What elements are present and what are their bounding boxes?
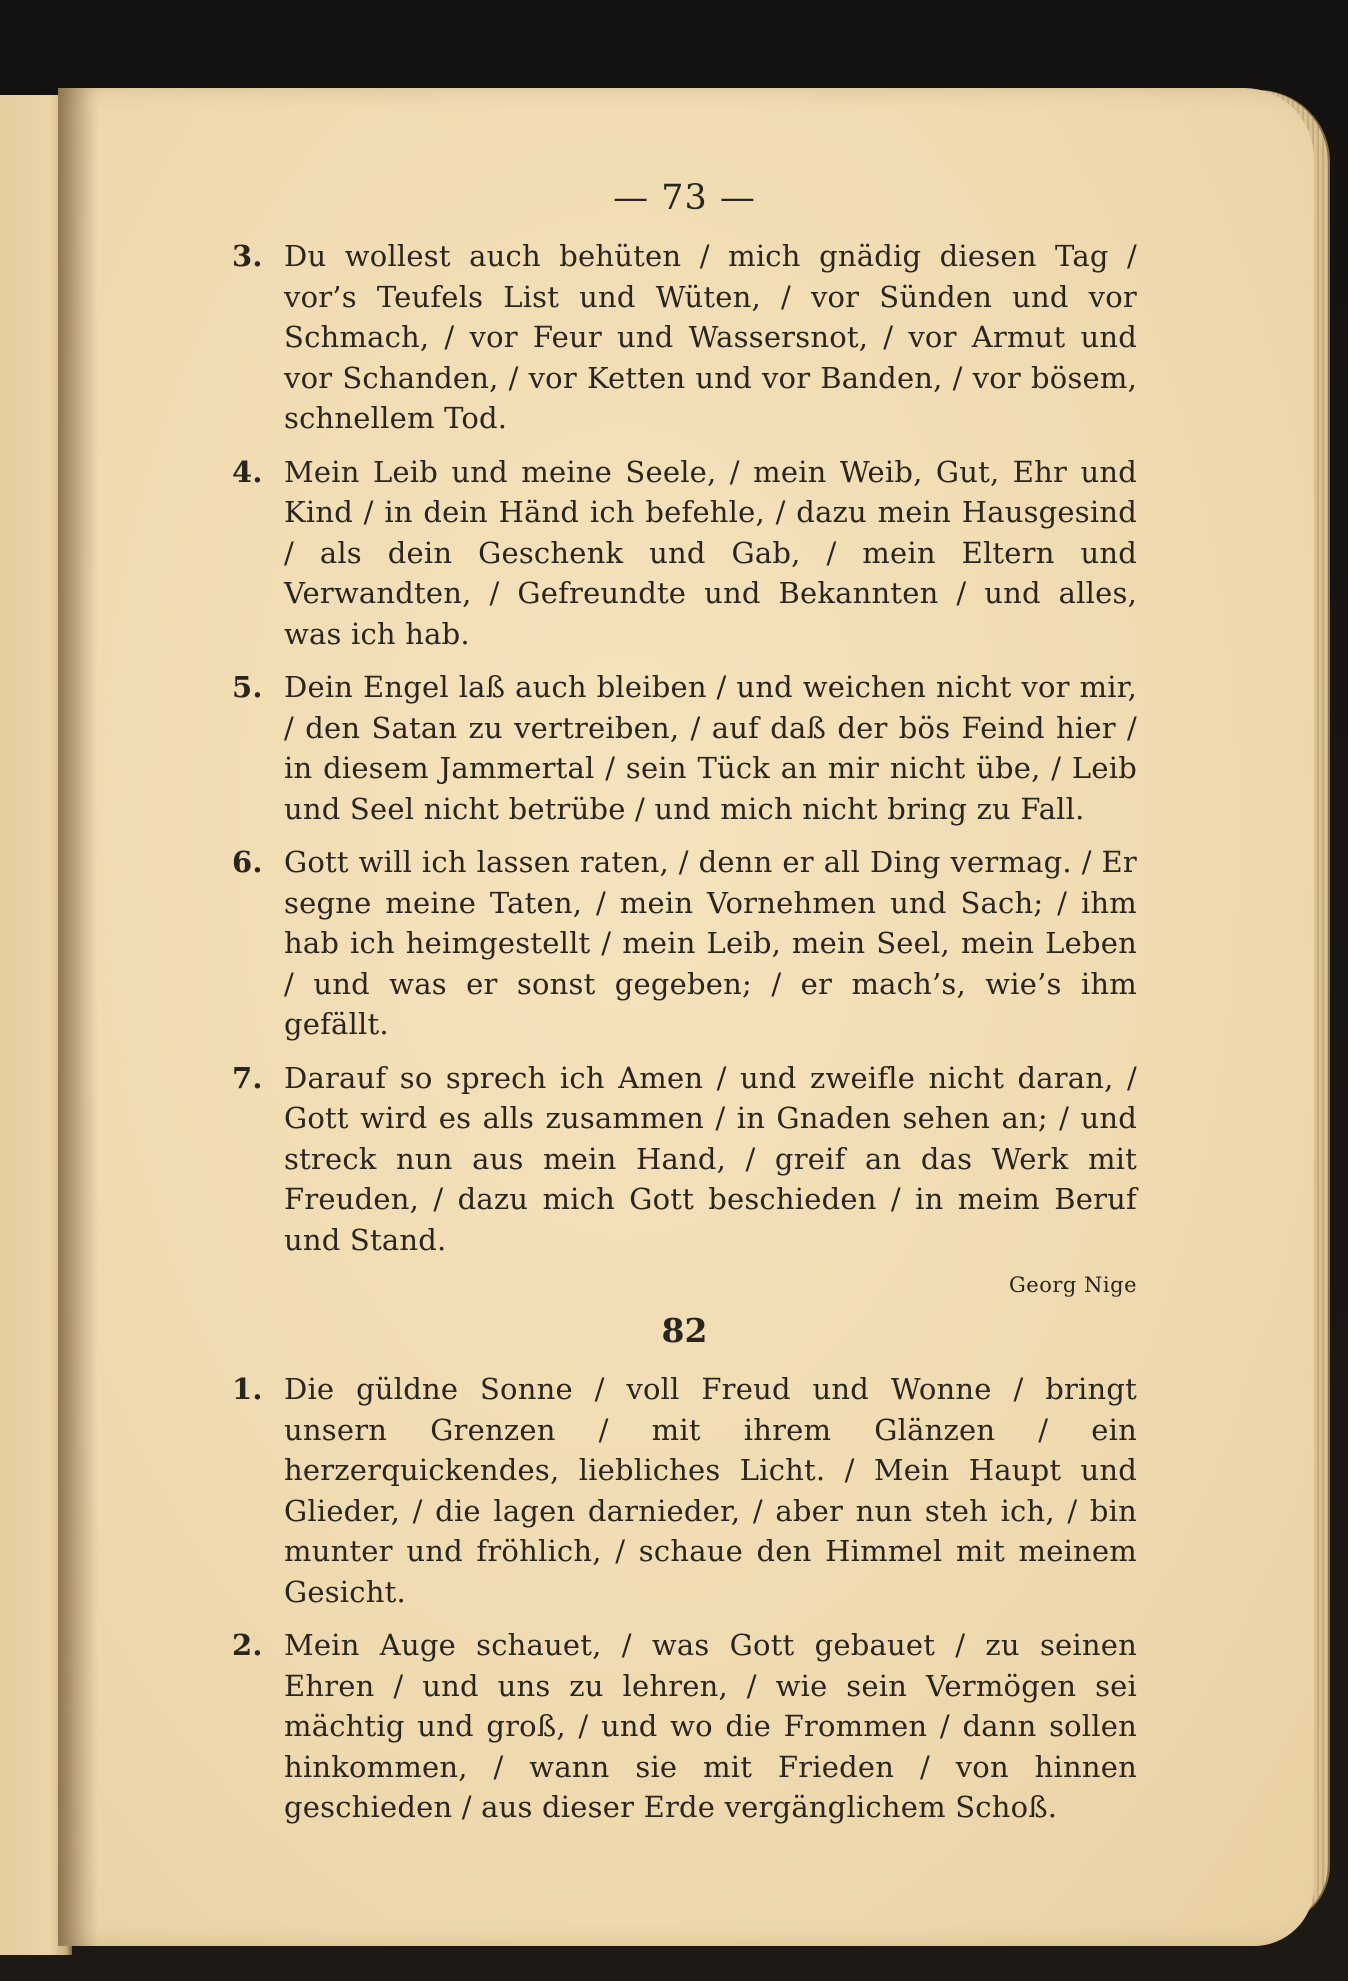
stanza-text: Gott will ich lassen raten, / denn er all Ding vermag. / Er segne meine Taten, / mein Vornehmen und Sach; / ihm hab ich heimgestellt / mein Leib, mein Seel, mein Leben / und was er sonst gegeben; / er mach’s, wie’s ihm gefällt. <box>284 845 1137 1041</box>
stanza-text: Mein Leib und meine Seele, / mein Weib, Gut, Ehr und Kind / in dein Händ ich befehle, / dazu mein Hausgesind / als dein Geschenk und Gab, / mein Eltern und Verwandten, / Gefreundte und Bekannten / und alles, was ich hab. <box>284 454 1137 651</box>
stanza-number: 3. <box>232 239 263 273</box>
stanza-text: Du wollest auch behüten / mich gnädig diesen Tag / vor’s Teufels List und Wüten, / vor Sünden und vor Schmach, / vor Feur und Wassersnot, / vor Armut und vor Schanden, / vor Ketten und vor Banden, / vor bösem, schnellem Tod. <box>284 239 1137 435</box>
stanza-text: Mein Auge schauet, / was Gott gebauet / zu seinen Ehren / und uns zu lehren, / wie sein Vermögen sei mächtig und groß, / und wo die Frommen / dann sollen hinkommen, / wann sie mit Frieden / von hinnen geschieden / aus dieser Erde vergänglichem Schoß. <box>284 1628 1137 1824</box>
stanza <box>232 1369 1137 1612</box>
stanza-text: Dein Engel laß auch bleiben / und weichen nicht vor mir, / den Satan zu vertreiben, / auf daß der bös Feind hier / in diesem Jammertal / sein Tück an mir nicht übe, / Leib und Seel nicht betrübe / und mich nicht bring zu Fall. <box>284 670 1137 826</box>
stanza <box>232 842 1137 1045</box>
stanza-number: 1. <box>232 1372 263 1406</box>
stanza <box>232 667 1137 829</box>
stanza-text: Darauf so sprech ich Amen / und zweifle nicht daran, / Gott wird es alls zusammen / in Gnaden sehen an; / und streck nun aus mein Hand, / greif an das Werk mit Freuden, / dazu mich Gott beschieden / in meim Beruf und Stand. <box>284 1060 1137 1257</box>
stanza-number: 2. <box>232 1628 263 1662</box>
stanza <box>232 1625 1137 1828</box>
stanza-number: 4. <box>232 454 263 489</box>
stanza-number: 5. <box>232 670 263 704</box>
stanza <box>232 1058 1137 1261</box>
page-number: — 73 — <box>613 178 756 218</box>
hymn-number: 82 <box>661 1311 708 1350</box>
stanza-number: 6. <box>232 845 263 879</box>
stanza <box>232 452 1137 655</box>
stanza-number: 7. <box>232 1060 263 1095</box>
author-attribution: Georg Nige <box>1009 1273 1137 1297</box>
stanza <box>232 236 1137 439</box>
stanza-text: Die güldne Sonne / voll Freud und Wonne / bringt unsern Grenzen / mit ihrem Glänzen / ein herzerquickendes, liebliches Licht. / Mein Haupt und Glieder, / die lagen darnieder, / aber nun steh ich, / bin munter und fröhlich, / schaue den Himmel mit meinem Gesicht. <box>284 1372 1137 1609</box>
page-content <box>232 178 1137 1841</box>
